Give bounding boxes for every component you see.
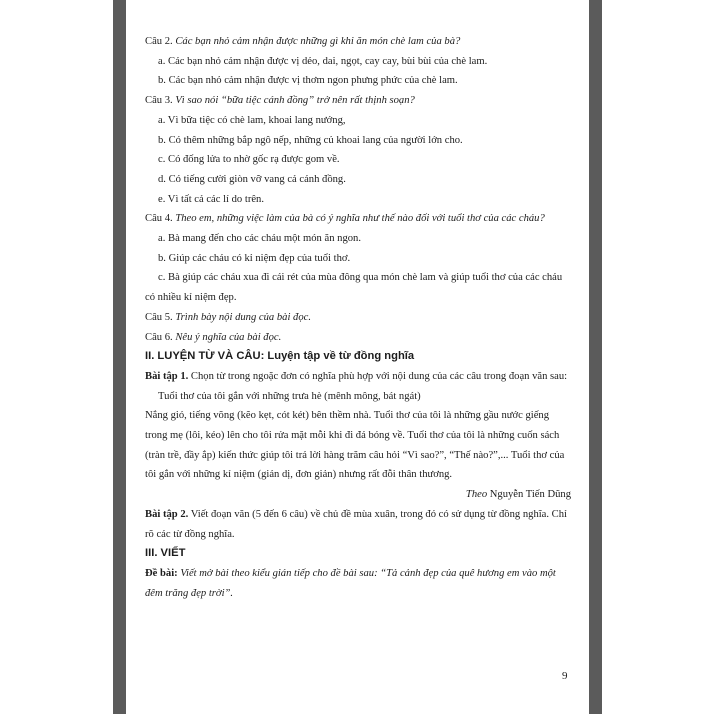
- q3-option-d: d. Có tiếng cười giòn vỡ vang cả cánh đồng.: [158, 173, 346, 185]
- passage-source: Theo Nguyễn Tiến Dũng: [465, 489, 571, 501]
- q3-option-a: a. Vì bữa tiệc có chè lam, khoai lang nướng,: [158, 114, 346, 126]
- q3-option-b: b. Có thêm những bắp ngô nếp, những củ khoai lang của người lớn cho.: [158, 134, 463, 146]
- question-3: Câu 3. Vì sao nói “bữa tiệc cánh đồng” trở nên rất thịnh soạn?: [145, 95, 415, 107]
- question-5: Câu 5. Trình bày nội dung của bài đọc.: [145, 311, 311, 323]
- q4-option-b: b. Giúp các cháu có kỉ niệm đẹp của tuổi thơ.: [158, 252, 351, 264]
- page-content: [145, 32, 573, 603]
- q2-option-a: a. Các bạn nhỏ cảm nhận được vị dẻo, dai, ngọt, cay cay, bùi bùi của chè lam.: [158, 55, 488, 67]
- exercise-1: Bài tập 1. Chọn từ trong ngoặc đơn có nghĩa phù hợp với nội dung của các câu trong đoạn văn sau:: [145, 370, 568, 382]
- question-2: Câu 2. Các bạn nhỏ cảm nhận được những gì khi ăn món chè lam của bà?: [145, 36, 461, 47]
- section-2-heading: II. LUYỆN TỪ VÀ CÂU: Luyện tập về từ đồng nghĩa: [145, 350, 415, 363]
- question-4: Câu 4. Theo em, những việc làm của bà có ý nghĩa như thế nào đối với tuổi thơ của các cháu?: [145, 213, 545, 225]
- q3-option-c: c. Có đống lửa to nhờ gốc rạ được gom về.: [158, 154, 340, 166]
- passage-first-line: Tuổi thơ của tôi gắn với những trưa hè (mênh mông, bát ngát): [158, 390, 421, 402]
- q2-option-b: b. Các bạn nhỏ cảm nhận được vị thơm ngon phưng phức của chè lam.: [158, 75, 458, 87]
- writing-prompt: Đề bài: Viết mở bài theo kiểu gián tiếp cho đề bài sau: “Tả cảnh đẹp của quê hương em vào một đêm trăng đẹp trời”.: [145, 567, 556, 599]
- q4-option-c: c. Bà giúp các cháu xua đi cái rét của mùa đông qua món chè lam và giúp tuổi thơ của các cháu có nhiều kỉ niệm đẹp.: [145, 272, 563, 304]
- q3-option-e: e. Vì tất cả các lí do trên.: [158, 193, 264, 205]
- passage-body: Nắng gió, tiếng võng (kẽo kẹt, cót két) bên thềm nhà. Tuổi thơ của tôi là những gầu nước giếng trong mẹ (lôi, kéo) lên cho tôi rửa mặt mỗi khi đi đá bóng về. Tuổi thơ của tôi là những cuốn sách (tràn trề, đầy ắp) kiến thức giúp tôi trả lời hàng trăm câu hỏi “Vì sao?”, “Thế nào?”,... Tuổi thơ của tôi gắn với những kỉ niệm (giản dị, đơn giản) nhưng rất đỗi thân thương.: [145, 410, 565, 481]
- exercise-2: Bài tập 2. Viết đoạn văn (5 đến 6 câu) về chủ đề mùa xuân, trong đó có sử dụng từ đồng nghĩa. Chỉ rõ các từ đồng nghĩa.: [145, 508, 567, 540]
- q4-option-a: a. Bà mang đến cho các cháu một món ăn ngon.: [158, 233, 361, 245]
- question-6: Câu 6. Nêu ý nghĩa của bài đọc.: [145, 331, 282, 343]
- page-number: 9: [562, 670, 568, 682]
- section-3-heading: III. VIẾT: [145, 547, 186, 560]
